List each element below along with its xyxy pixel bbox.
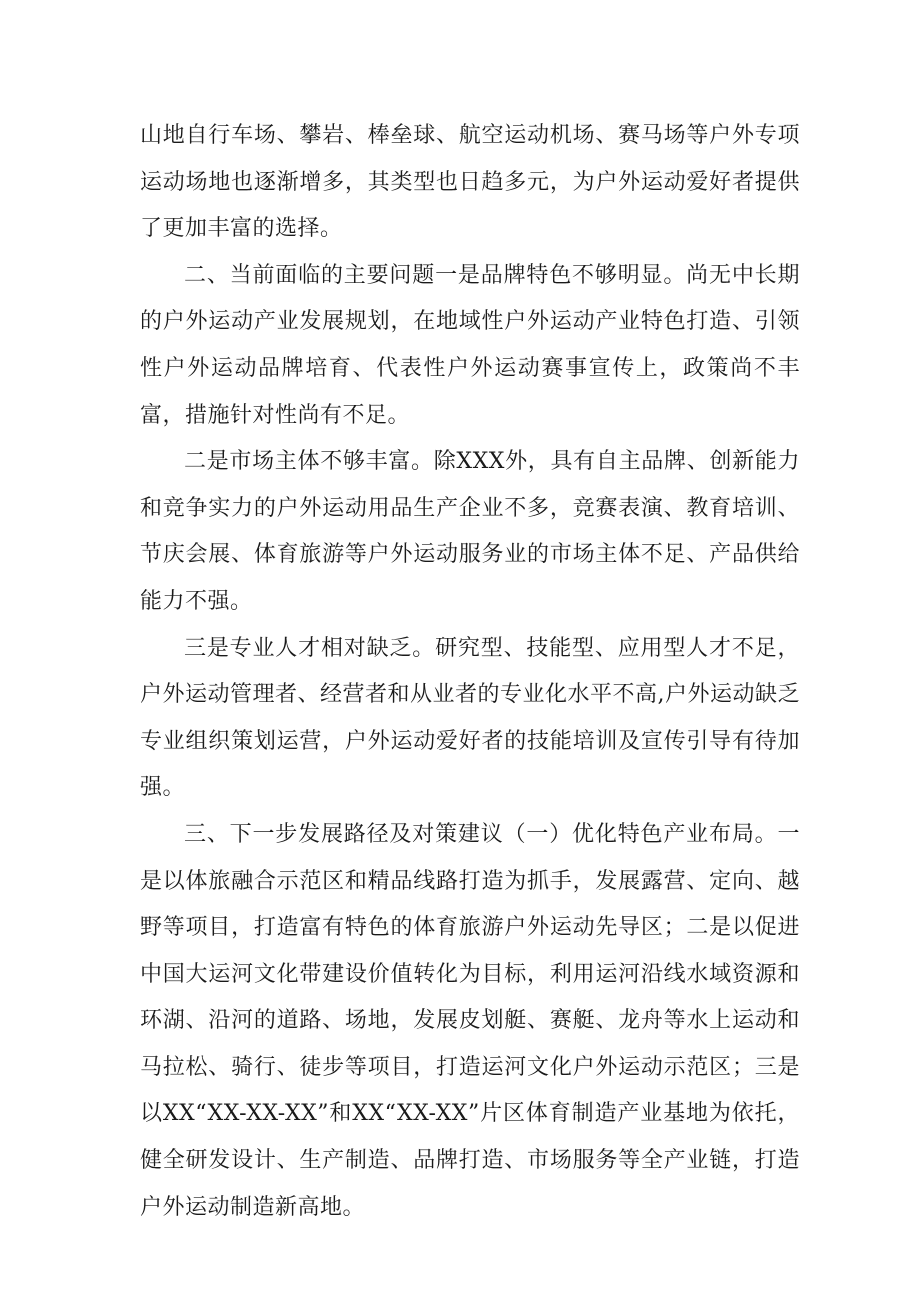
paragraph-continuation: 山地自行车场、攀岩、棒垒球、航空运动机场、赛马场等户外专项运动场地也逐渐增多，其类型也日趋多元，为户外运动爱好者提供了更加丰富的选择。 <box>140 123 800 242</box>
document-page <box>140 113 800 1231</box>
paragraph-next-steps: 三、下一步发展路径及对策建议（一）优化特色产业布局。一是以体旅融合示范区和精品线路打造为抓手，发展露营、定向、越野等项目，打造富有特色的体育旅游户外运动先导区；二是以促进中国大运河文化带建设价值转化为目标，利用运河沿线水域资源和环湖、沿河的道路、场地，发展皮划艇、赛艇、龙舟等水上运动和马拉松、骑行、徒步等项目，打造运河文化户外运动示范区；三是以XX“XX-XX-XX”和XX“XX-XX”片区体育制造产业基地为依托，健全研发设计、生产制造、品牌打造、市场服务等全产业链，打造户外运动制造新高地。 <box>140 821 800 1220</box>
paragraph-main-problems: 二、当前面临的主要问题一是品牌特色不够明显。尚无中长期的户外运动产业发展规划，在地域性户外运动产业特色打造、引领性户外运动品牌培育、代表性户外运动赛事宣传上，政策尚不丰富，措施针对性尚有不足。 <box>140 262 800 428</box>
paragraph-market-entities: 二是市场主体不够丰富。除XXX外，具有自主品牌、创新能力和竞争实力的户外运动用品生产企业不多，竞赛表演、教育培训、节庆会展、体育旅游等户外运动服务业的市场主体不足、产品供给能力不强。 <box>140 449 800 614</box>
paragraph-talent-shortage: 三是专业人才相对缺乏。研究型、技能型、应用型人才不足，户外运动管理者、经营者和从业者的专业化水平不高,户外运动缺乏专业组织策划运营，户外运动爱好者的技能培训及宣传引导有待加强。 <box>140 635 800 801</box>
